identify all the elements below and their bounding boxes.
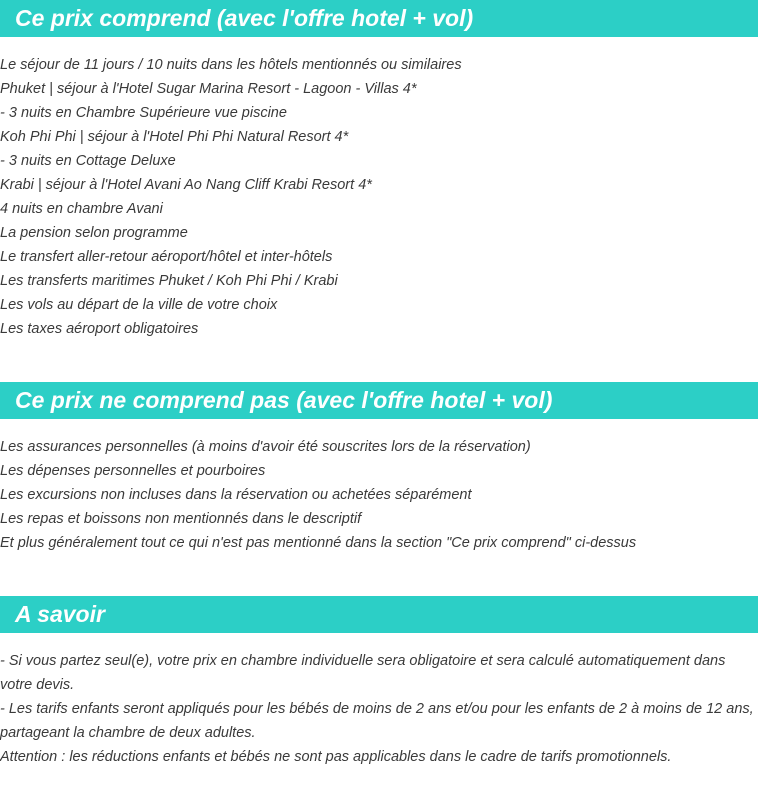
- good-to-know-text: [0, 633, 758, 769]
- included-item: Le transfert aller-retour aéroport/hôtel et inter-hôtels: [0, 249, 333, 265]
- included-section: [0, 0, 758, 341]
- included-header: [0, 0, 758, 37]
- not-included-item: Les assurances personnelles (à moins d'avoir été souscrites lors de la réservation): [0, 439, 531, 455]
- not-included-list: [0, 419, 758, 555]
- included-item: - 3 nuits en Chambre Supérieure vue piscine: [0, 105, 287, 121]
- included-item: - 3 nuits en Cottage Deluxe: [0, 153, 176, 169]
- included-title: Ce prix comprend (avec l'offre hotel + vol): [15, 5, 474, 31]
- included-item: Krabi | séjour à l'Hotel Avani Ao Nang Cliff Krabi Resort 4*: [0, 177, 372, 193]
- good-to-know-paragraph: - Si vous partez seul(e), votre prix en chambre individuelle sera obligatoire et sera calculé automatiquement dans votre devis.: [0, 653, 726, 693]
- included-item: Koh Phi Phi | séjour à l'Hotel Phi Phi Natural Resort 4*: [0, 129, 349, 145]
- included-item: La pension selon programme: [0, 225, 188, 241]
- included-item: Les vols au départ de la ville de votre choix: [0, 297, 278, 313]
- not-included-item: Les excursions non incluses dans la réservation ou achetées séparément: [0, 487, 472, 503]
- included-list: [0, 37, 758, 341]
- included-item: Les taxes aéroport obligatoires: [0, 321, 199, 337]
- included-item: Le séjour de 11 jours / 10 nuits dans les hôtels mentionnés ou similaires: [0, 57, 462, 73]
- good-to-know-header: [0, 596, 758, 633]
- good-to-know-section: [0, 596, 758, 769]
- not-included-item: Les repas et boissons non mentionnés dans le descriptif: [0, 511, 362, 527]
- not-included-item: Les dépenses personnelles et pourboires: [0, 463, 266, 479]
- included-item: Phuket | séjour à l'Hotel Sugar Marina Resort - Lagoon - Villas 4*: [0, 81, 417, 97]
- good-to-know-paragraph: Attention : les réductions enfants et bébés ne sont pas applicables dans le cadre de tarifs promotionnels.: [0, 749, 672, 765]
- not-included-section: [0, 382, 758, 555]
- included-item: Les transferts maritimes Phuket / Koh Phi Phi / Krabi: [0, 273, 338, 289]
- included-item: 4 nuits en chambre Avani: [0, 201, 163, 217]
- good-to-know-title: A savoir: [15, 601, 105, 627]
- good-to-know-paragraph: - Les tarifs enfants seront appliqués pour les bébés de moins de 2 ans et/ou pour les enfants de 2 à moins de 12 ans, partageant la chambre de deux adultes.: [0, 701, 754, 741]
- not-included-header: [0, 382, 758, 419]
- not-included-title: Ce prix ne comprend pas (avec l'offre hotel + vol): [15, 387, 553, 413]
- not-included-item: Et plus généralement tout ce qui n'est pas mentionné dans la section "Ce prix comprend" ci-dessus: [0, 535, 637, 551]
